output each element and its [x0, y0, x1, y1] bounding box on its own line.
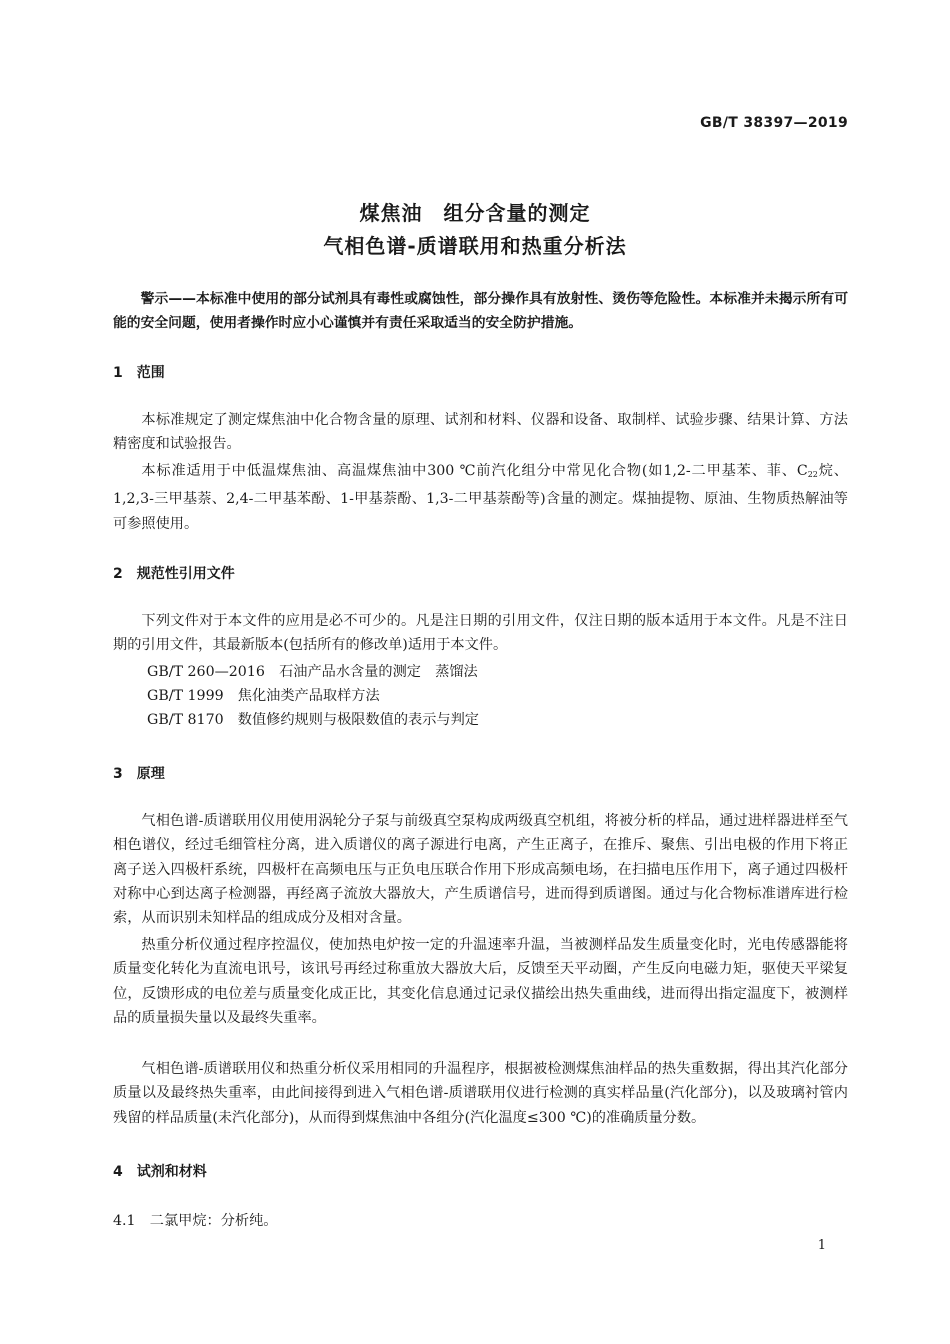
document-title-line1: 煤焦油 组分含量的测定 — [359, 201, 591, 225]
page-number: 1 — [817, 1238, 826, 1253]
section-3-heading: 3 原理 — [113, 766, 165, 782]
section-3-paragraph-3: 气相色谱-质谱联用仪和热重分析仪采用相同的升温程序，根据被检测煤焦油样品的热失重数据，得出其汽化部分质量以及最终热失重率，由此间接得到进入气相色谱-质谱联用仪进行检测的真实样品量(汽化部分)，以及玻璃衬管内残留的样品质量(未汽化部分)，从而得到煤焦油中各组分(汽化温度≤300 ℃)的准确质量分数。 — [113, 1061, 848, 1126]
standard-code: GB/T 38397—2019 — [700, 115, 848, 131]
section-4-heading: 4 试剂和材料 — [113, 1164, 207, 1180]
section-1-paragraph-2-text-a: 本标准适用于中低温煤焦油、高温煤焦油中300 ℃前汽化组分中常见化合物(如1,2-二甲基苯、菲、C — [141, 463, 808, 479]
section-3-paragraph-1: 气相色谱-质谱联用仪用使用涡轮分子泵与前级真空泵构成两级真空机组，将被分析的样品，通过进样器进样至气相色谱仪，经过毛细管柱分离，进入质谱仪的离子源进行电离，产生正离子，在推斥、聚焦、引出电极的作用下将正离子送入四极杆系统，四极杆在高频电压与正负电压联合作用下形成高频电场，在扫描电压作用下，离子通过四极杆对称中心到达离子检测器，再经离子流放大器放大，产生质谱信号，进而得到质谱图。通过与化合物标准谱库进行检索，从而识别未知样品的组成成分及相对含量。 — [113, 813, 848, 927]
section-1-paragraph-2-text-b: 烷、1,2,3-三甲基萘、2,4-二甲基苯酚、1-甲基萘酚、1,3-二甲基萘酚等)含量的测定。煤抽提物、原油、生物质热解油等可参照使用。 — [113, 463, 848, 532]
section-2-heading: 2 规范性引用文件 — [113, 566, 235, 582]
section-1-paragraph-1: 本标准规定了测定煤焦油中化合物含量的原理、试剂和材料、仪器和设备、取制样、试验步骤、结果计算、方法精密度和试验报告。 — [113, 412, 848, 453]
section-1-paragraph-2-subscript: 22 — [807, 470, 818, 479]
section-2-paragraph-1: 下列文件对于本文件的应用是必不可少的。凡是注日期的引用文件，仅注日期的版本适用于本文件。凡是不注日期的引用文件，其最新版本(包括所有的修改单)适用于本文件。 — [113, 613, 848, 654]
warning-paragraph: 警示——本标准中使用的部分试剂具有毒性或腐蚀性，部分操作具有放射性、烫伤等危险性。本标准并未揭示所有可能的安全问题，使用者操作时应小心谨慎并有责任采取适当的安全防护措施。 — [113, 291, 848, 332]
normative-reference-1: GB/T 260—2016 石油产品水含量的测定 蒸馏法 — [147, 664, 478, 680]
section-1-heading: 1 范围 — [113, 365, 165, 381]
document-title-line2: 气相色谱-质谱联用和热重分析法 — [323, 234, 627, 258]
normative-reference-2: GB/T 1999 焦化油类产品取样方法 — [147, 688, 380, 704]
normative-reference-3: GB/T 8170 数值修约规则与极限数值的表示与判定 — [147, 712, 479, 728]
item-4-1: 4.1 二氯甲烷：分析纯。 — [113, 1213, 278, 1229]
section-1-paragraph-2 — [113, 459, 848, 536]
section-3-paragraph-2: 热重分析仪通过程序控温仪，使加热电炉按一定的升温速率升温，当被测样品发生质量变化时，光电传感器能将质量变化转化为直流电讯号，该讯号再经过称重放大器放大后，反馈至天平动圈，产生反向电磁力矩，驱使天平梁复位，反馈形成的电位差与质量变化成正比，其变化信息通过记录仪描绘出热失重曲线，进而得出指定温度下，被测样品的质量损失量以及最终失重率。 — [113, 937, 848, 1026]
